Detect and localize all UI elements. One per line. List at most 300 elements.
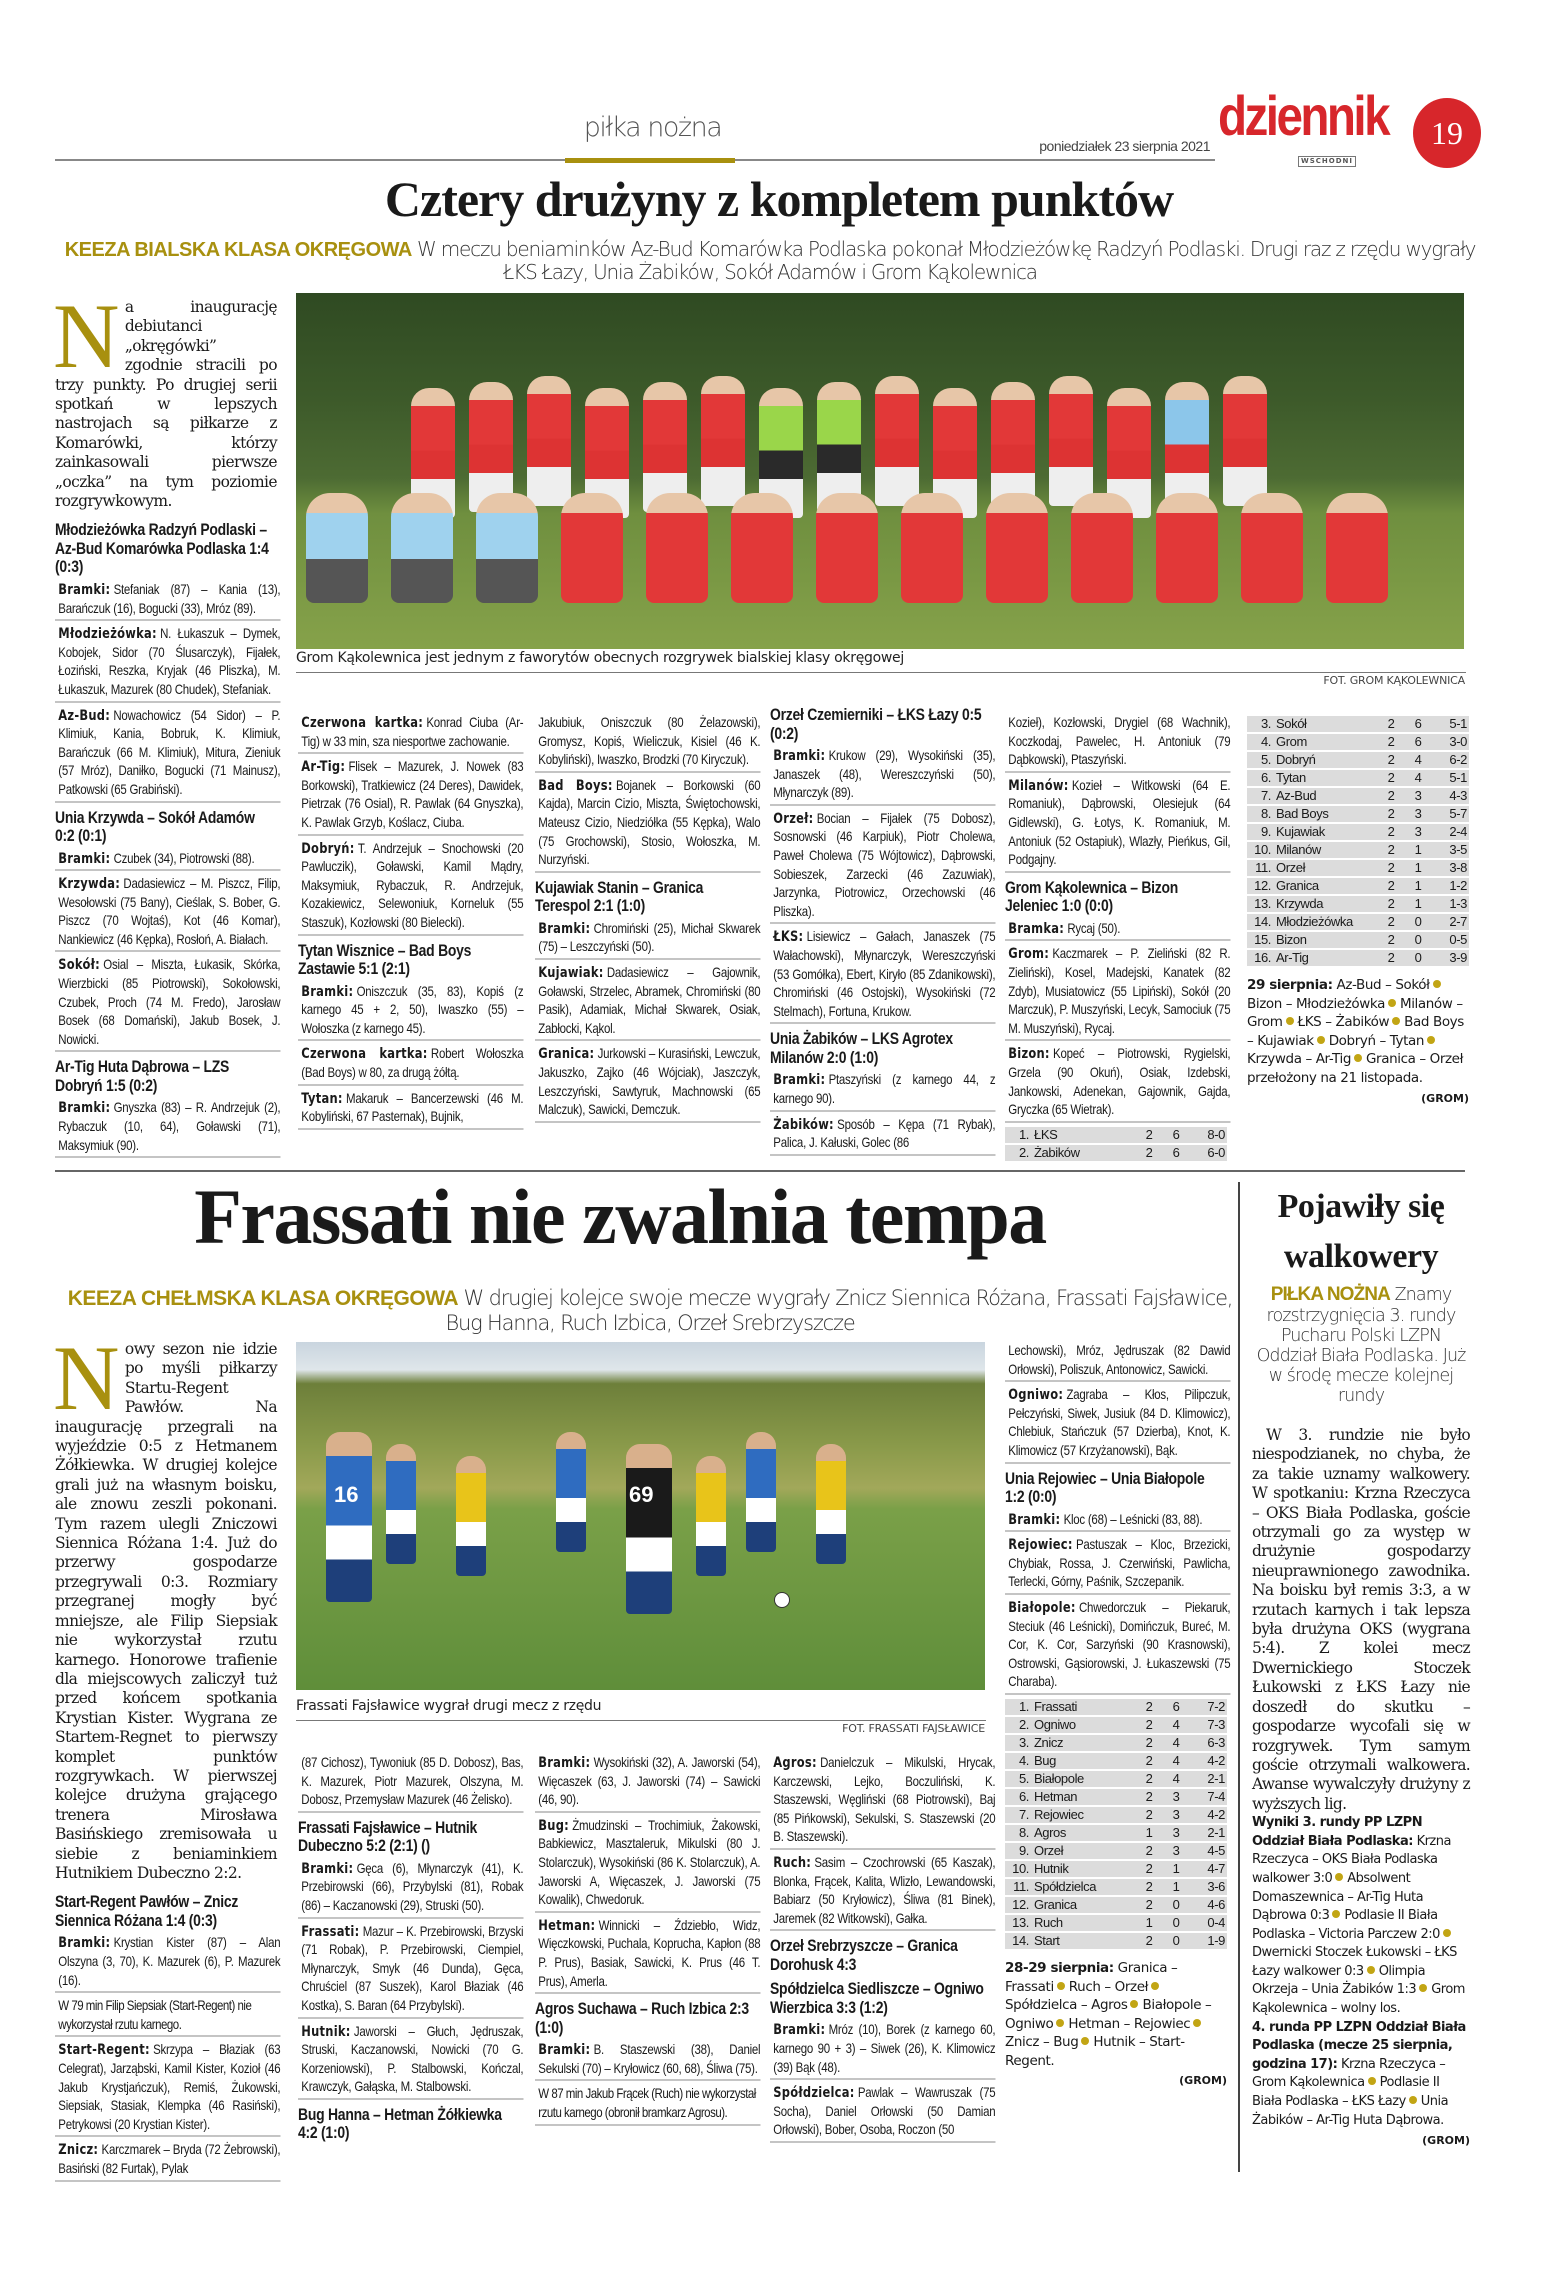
standing-goals: 6-2 bbox=[1449, 752, 1467, 767]
fixture-item: Podlasie II Biała Podlaska – Victoria Parczew 2:0 bbox=[1252, 1908, 1440, 1942]
player-figure bbox=[1223, 376, 1267, 506]
photo-credit: FOT. FRASSATI FAJSŁAWICE bbox=[842, 1722, 985, 1735]
match-lineup bbox=[535, 1815, 760, 1913]
fixture-list bbox=[1252, 2019, 1470, 2131]
standings-row bbox=[1247, 860, 1469, 876]
standings-row bbox=[1005, 1717, 1227, 1733]
match-lineup bbox=[535, 1043, 760, 1122]
standing-team: Agros bbox=[1034, 1824, 1066, 1840]
player-figure bbox=[696, 1456, 726, 1576]
article-title: Frassati nie zwalnia tempa bbox=[194, 1173, 1046, 1260]
drop-cap: N bbox=[53, 1327, 119, 1429]
standing-played: 2 bbox=[1145, 1788, 1153, 1804]
standing-team: Granica bbox=[1034, 1896, 1077, 1912]
standing-played: 2 bbox=[1145, 1896, 1153, 1912]
standing-position: 1. bbox=[1018, 1698, 1029, 1714]
lineup-label: ŁKS: bbox=[773, 929, 804, 946]
standing-position: 3. bbox=[1260, 716, 1271, 731]
standing-team: Az-Bud bbox=[1276, 788, 1317, 803]
sidebar-kicker: PIŁKA NOŻNA bbox=[1270, 1284, 1390, 1305]
standing-points: 1 bbox=[1172, 1860, 1180, 1876]
standing-position: 13. bbox=[1254, 896, 1271, 911]
standing-position: 15. bbox=[1254, 932, 1271, 947]
article-kicker: KEEZA CHEŁMSKA KLASA OKRĘGOWA bbox=[67, 1287, 459, 1310]
standing-position: 11. bbox=[1013, 1878, 1029, 1894]
bullet-dot-icon bbox=[1081, 2037, 1089, 2045]
match-lineup bbox=[1005, 1384, 1230, 1463]
lineup-label: Spółdzielca: bbox=[773, 2085, 855, 2102]
standings-row bbox=[1005, 1735, 1227, 1751]
lineup-text: (87 Cichosz), Tywoniuk (85 D. Dobosz), Bas, K. Mazurek, Piotr Mazurek, Olszyna, M. Dobosz, Przemysław Mazurek (46 Żelisko). bbox=[301, 1754, 524, 1808]
lineup-label: Bramki: bbox=[538, 920, 591, 937]
lineup-label: Bramki: bbox=[301, 1860, 354, 1877]
standing-goals: 4-5 bbox=[1207, 1842, 1225, 1858]
player-figure bbox=[731, 493, 793, 603]
standing-goals: 1-9 bbox=[1207, 1932, 1225, 1948]
match-lineup bbox=[770, 1852, 995, 1931]
lineup-label: Czerwona kartka: bbox=[301, 715, 424, 731]
standing-team: Orzeł bbox=[1276, 860, 1306, 875]
standings-row bbox=[1005, 1933, 1227, 1949]
standing-goals: 3-9 bbox=[1449, 950, 1467, 965]
standing-position: 10. bbox=[1254, 842, 1271, 857]
standing-position: 7. bbox=[1260, 788, 1271, 803]
lineup-label: Sokół: bbox=[58, 957, 100, 974]
standing-position: 16. bbox=[1254, 950, 1271, 965]
bullet-dot-icon bbox=[1419, 1984, 1427, 1992]
standings-row bbox=[1247, 878, 1469, 894]
standing-points: 3 bbox=[1414, 824, 1422, 839]
standing-position: 13. bbox=[1012, 1914, 1029, 1930]
sidebar-results bbox=[1252, 1814, 1470, 2147]
lineup-text: Dadasiewicz – M. Piszcz, Filip, Wesołowski (75 Bany), Cieślak, S. Bober, G. Piszcz (70 Wojtaś), Kot (46 Komar), Nankiewicz (46 Kępka), Rosłoń, A. Białach. bbox=[58, 875, 281, 947]
article-column bbox=[53, 1327, 281, 2184]
match-lineup bbox=[770, 745, 995, 806]
player-figure bbox=[1241, 493, 1303, 603]
lineup-text: Flisek – Mazurek, J. Nowek (83 Borkowski), Tratkiewicz (24 Deres), Dawidek, Pietrzak (76 Osial), R. Pawlak (64 Gnyszka), K. Pawlak Grzyb, Koślacz, Ciuba. bbox=[301, 758, 524, 830]
player-figure bbox=[816, 1444, 846, 1564]
standing-points: 6 bbox=[1172, 1698, 1180, 1714]
lineup-label: Start-Regent: bbox=[58, 2042, 150, 2059]
fixture-item: Dwernicki Stoczek Łukowski – ŁKS Łazy walkower 0:3 bbox=[1252, 1945, 1457, 1979]
lineup-label: Hutnik: bbox=[301, 2023, 351, 2040]
match-lineup bbox=[55, 705, 280, 803]
lineup-label: Żabików: bbox=[773, 1116, 834, 1133]
bullet-dot-icon bbox=[1427, 1036, 1435, 1044]
player-figure bbox=[1326, 493, 1388, 603]
lead-paragraph bbox=[53, 1327, 277, 1883]
player-figure bbox=[556, 1432, 586, 1552]
standings-table bbox=[1005, 1127, 1227, 1161]
player-figure bbox=[1071, 493, 1133, 603]
match-lineup bbox=[298, 2021, 523, 2100]
standing-team: Bug bbox=[1034, 1752, 1056, 1768]
standing-team: Krzywda bbox=[1276, 896, 1324, 911]
lineup-text: Lechowski), Mróz, Jędruszak (82 Dawid Orłowski), Poliszuk, Antonowicz, Sawicki. bbox=[1008, 1342, 1231, 1377]
standing-goals: 2-1 bbox=[1207, 1770, 1225, 1786]
lineup-label: Tytan: bbox=[301, 1090, 343, 1107]
player-figure bbox=[626, 1444, 672, 1614]
lineup-label: Bramki: bbox=[538, 2042, 591, 2059]
standings-row bbox=[1247, 788, 1469, 804]
standing-played: 2 bbox=[1145, 1752, 1153, 1768]
match-heading: Agros Suchawa – Ruch Izbica 2:3 (1:0) bbox=[535, 1999, 749, 2037]
newspaper-logo bbox=[1218, 84, 1403, 168]
bullet-dot-icon bbox=[1130, 2000, 1138, 2008]
standing-goals: 5-7 bbox=[1449, 806, 1467, 821]
lineup-text: N. Łukaszuk – Dymek, Kobojek, Sidor (70 Ślusarczyk), Fijałek, Łoziński, Reszka, Kryjak (46 Pliszka), M. Łukaszuk, Mazurek (80 Chudek), Stefaniak. bbox=[58, 625, 281, 697]
lineup-label: Hetman: bbox=[538, 1917, 596, 1934]
author-signature: (GROM) bbox=[1421, 1091, 1469, 1105]
standing-team: Sokół bbox=[1276, 716, 1307, 731]
match-lineup bbox=[55, 1932, 280, 1993]
match-lineup bbox=[1005, 775, 1230, 873]
bullet-dot-icon bbox=[1354, 1054, 1362, 1062]
article-column bbox=[535, 712, 761, 1125]
standing-team: Kujawiak bbox=[1276, 824, 1325, 839]
lineup-text: Sposób – Kępa (71 Rybak), Palica, J. Kałuski, Golec (86 bbox=[773, 1115, 996, 1151]
match-heading: Unia Krzywda – Sokół Adamów 0:2 (0:1) bbox=[55, 807, 255, 845]
standing-position: 4. bbox=[1260, 734, 1271, 749]
lineup-text: B. Staszewski (38), Daniel Sekulski (70) – Kryłowicz (60, 68), Śliwa (75). bbox=[538, 2041, 761, 2076]
match-heading: Bug Hanna – Hetman Żółkiewka 4:2 (1:0) bbox=[298, 2104, 502, 2143]
lineup-text: Danielczuk – Mikulski, Hrycak, Karczewski, Lejko, Boczuliński, K. Staszewski, Węgliński (68 Piotrowski), Baj (85 Pińkowski), Sekulski, S. Staszewski (20 B. Staszewski). bbox=[773, 1754, 996, 1845]
lineup-label: Młodzieżówka: bbox=[58, 626, 157, 643]
fixture-item: Spółdzielca – Agros bbox=[1005, 1997, 1128, 2014]
match-lineup bbox=[535, 2039, 760, 2081]
standings-row bbox=[1005, 1879, 1227, 1895]
lineup-label: Bramki: bbox=[301, 983, 354, 1000]
article-column bbox=[298, 1752, 524, 2145]
lineup-text: Konrad Ciuba (Ar-Tig) w 33 min, sza niesportwe zachowanie. bbox=[301, 714, 524, 749]
lineup-text: Ptaszyński (z karnego 44, z karnego 90). bbox=[773, 1071, 996, 1106]
standing-points: 4 bbox=[1172, 1752, 1180, 1768]
standing-points: 0 bbox=[1172, 1896, 1180, 1912]
article-deck bbox=[60, 238, 1480, 283]
standings-row bbox=[1005, 1127, 1227, 1143]
standing-points: 3 bbox=[1414, 788, 1422, 803]
match-lineup bbox=[298, 1043, 523, 1085]
match-lineup bbox=[298, 1088, 523, 1130]
fixture-item: Krzna Rzeczyca – OKS Biała Podlaska walkower 3:0 bbox=[1252, 1833, 1451, 1886]
standing-played: 2 bbox=[1145, 1698, 1153, 1714]
standing-goals: 5-1 bbox=[1449, 770, 1467, 785]
standing-played: 2 bbox=[1387, 950, 1395, 965]
article-column bbox=[535, 1752, 761, 2128]
lineup-label: Bramka: bbox=[1008, 920, 1065, 937]
standing-points: 3 bbox=[1172, 1824, 1180, 1840]
fixture-item: Białopole – Ogniwo bbox=[1005, 1997, 1212, 2032]
match-heading: Orzeł Czemierniki – ŁKS Łazy 0:5 (0:2) bbox=[770, 705, 982, 743]
standing-goals: 0-4 bbox=[1207, 1914, 1225, 1930]
player-figure bbox=[986, 493, 1048, 603]
jersey-number: 69 bbox=[629, 1482, 654, 1507]
lineup-text: Kozieł – Witkowski (64 E. Romaniuk), Dąbrowski, Olesiejuk (64 Gidlewski), G. Łotys, K. Romaniuk, M. Antoniuk (52 Ostapiuk), Wlazły, Pieńkus, Gil, Podgajny. bbox=[1008, 776, 1231, 868]
jersey-number: 16 bbox=[334, 1482, 359, 1507]
standings-table bbox=[1005, 1699, 1227, 1949]
fixture-item: Bad Boys – Kujawiak bbox=[1247, 1014, 1464, 1049]
standings-row bbox=[1247, 734, 1469, 750]
player-figure bbox=[746, 1432, 776, 1552]
standing-position: 6. bbox=[1260, 770, 1271, 785]
lineup-text: Karczmarek – Bryda (72 Żebrowski), Basiński (82 Furtak), Pylak bbox=[58, 2141, 281, 2176]
match-lineup bbox=[55, 579, 280, 621]
standing-team: Hutnik bbox=[1034, 1860, 1069, 1876]
match-lineup bbox=[770, 1114, 995, 1156]
ball-icon bbox=[774, 1592, 790, 1608]
standings-row bbox=[1005, 1753, 1227, 1769]
lineup-text: Lisiewicz – Gałach, Janaszek (75 Wałachowski), Młynarczyk, Wereszczyński (53 Gomółka), Ebert, Kiryło (85 Zdanikowski), Chromiński (46 Ostojski), Wysokiński (72 Stelmach), Fortuna, Krukow. bbox=[773, 928, 996, 1019]
article-title: Cztery drużyny z kompletem punktów bbox=[384, 171, 1174, 227]
match-lineup bbox=[770, 926, 995, 1024]
article-column bbox=[1005, 1340, 1231, 2088]
lineup-label: Ogniwo: bbox=[1008, 1387, 1064, 1404]
standing-played: 2 bbox=[1387, 788, 1395, 803]
standing-goals: 8-0 bbox=[1207, 1126, 1225, 1142]
article-deck bbox=[60, 1286, 1240, 1335]
standing-team: Bad Boys bbox=[1276, 806, 1329, 821]
standing-position: 12. bbox=[1254, 878, 1271, 893]
match-lineup bbox=[298, 1858, 523, 1919]
fixture-item: Az-Bud – Sokół bbox=[1336, 977, 1430, 993]
standing-goals: 4-3 bbox=[1449, 788, 1467, 803]
lineup-text: Chwedorczuk – Piekaruk, Steciuk (46 Leśnicki), Domińczuk, Bureć, M. Cor, K. Cor, Sarzyński (90 Krasnowski), Ostrowski, Gąsiorowski, J. Łukaszewski (75 Charaba). bbox=[1008, 1598, 1231, 1690]
lineup-text: Jurkowski – Kurasiński, Lewczuk, Jakuszko, Zajko (46 Wójciak), Jaszczyk, Leszczyński, Sawtyruk, Machnowski (65 Malczuk), Sawicki, Demczuk. bbox=[538, 1045, 761, 1118]
lineup-text: T. Andrzejuk – Snochowski (20 Pawluczik), Goławski, Kamil Mądry, Maksymiuk, Rybaczuk, R. Andrzejuk, Kozakiewicz, Selewoniuk, Korneluk (55 Staszuk), Kozłowski (80 Bielecki). bbox=[301, 839, 524, 930]
article-column bbox=[298, 712, 524, 1132]
standing-team: ŁKS bbox=[1034, 1126, 1058, 1142]
standing-goals: 4-2 bbox=[1207, 1806, 1225, 1822]
standing-played: 2 bbox=[1145, 1932, 1153, 1948]
match-heading: Grom Kąkolewnica – Bizon Jeleniec 1:0 (0:0) bbox=[1005, 877, 1179, 916]
lineup-text: Sasim – Czochrowski (65 Kaszak), Blonka, Frącek, Kalita, Wlizło, Lewandowski, Babiarz (50 Kryłowicz), Śliwa (81 Binek), Jaremek (82 Witkowski), Gałka. bbox=[773, 1853, 996, 1926]
section-underline bbox=[565, 158, 735, 163]
lineup-text: Bocian – Fijałek (75 Dobosz), Sosnowski (46 Karpiuk), Piotr Cholewa, Paweł Cholewa (75 Wójtowicz), Dąbrowski, Sobieszek, Zarzecki (46 Zazuwiak), Jarzynka, Piotrowicz, Orzechowski (46 Pliszka). bbox=[773, 809, 996, 919]
lineup-text: Krukow (29), Wysokiński (35), Janaszek (48), Wereszczyński (50), Młynarczyk (89). bbox=[773, 747, 996, 801]
lineup-text: Makaruk – Bancerzewski (46 M. Kobyliński, 67 Pasternak), Bujnik, bbox=[301, 1089, 524, 1125]
match-heading: Unia Rejowiec – Unia Białopole 1:2 (0:0) bbox=[1005, 1468, 1205, 1507]
bullet-dot-icon bbox=[1335, 1873, 1343, 1881]
match-lineup bbox=[55, 848, 280, 872]
match-lineup bbox=[298, 838, 523, 936]
standing-position: 8. bbox=[1018, 1824, 1029, 1840]
standing-played: 2 bbox=[1145, 1806, 1153, 1822]
page-number-badge: 19 bbox=[1413, 98, 1481, 168]
match-lineup bbox=[1005, 943, 1230, 1041]
lineup-text: Winnicki – Ździebło, Widz, Więczkowski, Puchala, Koprucha, Kapłon (88 P. Prus), Basiak, Sawicki, K. Prus (46 T. Prus), Amerla. bbox=[538, 1916, 761, 1989]
standing-played: 2 bbox=[1387, 896, 1395, 911]
standing-points: 3 bbox=[1172, 1788, 1180, 1804]
standing-team: Ruch bbox=[1034, 1914, 1063, 1930]
standing-points: 0 bbox=[1414, 914, 1422, 929]
fixture-item: Krzywda – Ar-Tig bbox=[1247, 1051, 1351, 1068]
lineup-text: Robert Wołoszka (Bad Boys) w 80, za drugą żółtą. bbox=[301, 1045, 524, 1080]
lead-text: a inaugurację debiutanci „okręgówki” zgodnie stracili po trzy punkty. Po drugiej serii spotkań w lepszych nastrojach są piłkarze z Komarówki, którzy zainkasowali pierwsze „oczka” na tym poziomie rozgrywkowym. bbox=[55, 298, 277, 511]
sidebar-deck-text: Znamy rozstrzygnięcia 3. rundy Pucharu Polski LZPN Oddział Biała Podlaska. Już w środę mecze kolejnej rundy bbox=[1256, 1285, 1466, 1406]
bullet-dot-icon bbox=[1286, 1017, 1294, 1025]
standings-row bbox=[1247, 914, 1469, 930]
standing-team: Bizon bbox=[1276, 932, 1307, 947]
standing-played: 2 bbox=[1387, 842, 1395, 857]
fixture-list-label: 4. runda PP LZPN Oddział Biała Podlaska (mecze 25 sierpnia, godzina 17): bbox=[1252, 2019, 1466, 2072]
match-lineup bbox=[1005, 918, 1230, 942]
bullet-dot-icon bbox=[1057, 1982, 1065, 1990]
sidebar-title-line: Pojawiły się bbox=[1277, 1188, 1445, 1225]
match-lineup bbox=[1005, 1509, 1230, 1533]
lineup-label: Bizon: bbox=[1008, 1046, 1050, 1063]
standing-played: 2 bbox=[1387, 932, 1395, 947]
standing-position: 12. bbox=[1012, 1896, 1029, 1912]
standing-played: 2 bbox=[1387, 806, 1395, 821]
lineup-text: Jakubiuk, Oniszczuk (80 Żelazowski), Gromysz, Kopiś, Wieliczuk, Kisiel (46 K. Kobyliński), Iwaszko, Brodzki (70 Kiryczuk). bbox=[538, 714, 761, 768]
match-heading: Start-Regent Pawłów – Znicz Siennica Różana 1:4 (0:3) bbox=[55, 1892, 239, 1930]
standing-goals: 2-1 bbox=[1207, 1824, 1225, 1840]
match-lineup bbox=[298, 712, 523, 754]
bullet-dot-icon bbox=[1367, 1966, 1375, 1974]
standing-points: 0 bbox=[1172, 1932, 1180, 1948]
lineup-label: Bramki: bbox=[58, 581, 111, 598]
standing-points: 1 bbox=[1414, 842, 1422, 857]
fixture-item: Granica – Frassati bbox=[1005, 1959, 1178, 1995]
bullet-dot-icon bbox=[1443, 1929, 1451, 1937]
standing-goals: 7-3 bbox=[1207, 1716, 1225, 1732]
standing-played: 1 bbox=[1145, 1914, 1153, 1930]
player-figure bbox=[456, 1456, 486, 1576]
standing-goals: 3-0 bbox=[1449, 734, 1467, 749]
standing-played: 2 bbox=[1145, 1878, 1153, 1894]
match-lineup bbox=[55, 873, 280, 952]
fixture-item: Ruch – Orzeł bbox=[1068, 1978, 1149, 1995]
standing-team: Ogniwo bbox=[1034, 1716, 1076, 1732]
standing-position: 8. bbox=[1260, 806, 1271, 821]
standings-row bbox=[1247, 896, 1469, 912]
lineup-text: Czubek (34), Piotrowski (88). bbox=[113, 849, 255, 866]
sidebar-divider bbox=[1238, 1182, 1240, 2172]
logo-subtitle: WSCHODNI bbox=[1298, 156, 1356, 167]
lineup-label: Bramki: bbox=[538, 1755, 591, 1771]
standing-points: 6 bbox=[1172, 1126, 1180, 1142]
match-lineup bbox=[55, 2139, 280, 2181]
lineup-label: Rejowiec: bbox=[1008, 1537, 1073, 1554]
standings-row bbox=[1247, 824, 1469, 840]
lineup-label: Bramki: bbox=[1008, 1511, 1061, 1528]
lineup-text: Pastuszak – Kloc, Brzezicki, Chybiak, Rossa, J. Czerwiński, Pawlicha, Terlecki, Górny, Paśnik, Szczepanik. bbox=[1008, 1536, 1231, 1590]
standing-team: Żabików bbox=[1034, 1144, 1080, 1160]
lineup-text: Kaczmarek – P. Zieliński (82 R. Zieliński), Kosel, Madejski, Kanatek (82 Zdyb), Musiatowicz (55 Lipiński), Sokół (20 Marczuk), P. Muszyński, Lecyk, Samociuk (75 M. Muszyński), Rycaj. bbox=[1008, 945, 1231, 1036]
standings-row bbox=[1005, 1825, 1227, 1841]
standing-position: 5. bbox=[1018, 1770, 1029, 1786]
lineup-text: Chromiński (25), Michał Skwarek (75) – Leszczyński (50). bbox=[538, 919, 761, 955]
standing-played: 2 bbox=[1387, 860, 1395, 875]
lineup-text: Pawlak – Wawruszak (75 Socha), Daniel Orłowski (50 Damian Orłowski), Bober, Osoba, Roczon (50 bbox=[773, 2084, 996, 2138]
standings-row bbox=[1005, 1145, 1227, 1161]
lineup-label: Bramki: bbox=[58, 1100, 111, 1117]
fixture-item: Grom Kąkolewnica – wolny los. bbox=[1252, 1982, 1465, 2017]
photo-caption: Frassati Fajsławice wygrał drugi mecz z rzędu bbox=[296, 1698, 602, 1714]
standing-goals: 3-5 bbox=[1449, 842, 1467, 857]
standing-points: 0 bbox=[1414, 950, 1422, 965]
lineup-text: Gnyszka (83) – R. Andrzejuk (2), Rybaczuk (10, 64), Goławski (71), Maksymiuk (90). bbox=[58, 1099, 281, 1153]
player-figure bbox=[901, 493, 963, 603]
match-lineup bbox=[298, 1921, 523, 2019]
lineup-label: Bramki: bbox=[773, 748, 826, 764]
standing-played: 2 bbox=[1145, 1860, 1153, 1876]
match-note: W 79 min Filip Siepsiak (Start-Regent) nie wykorzystał rzutu karnego. bbox=[55, 1995, 280, 2037]
article-kicker: KEEZA BIALSKA KLASA OKRĘGOWA bbox=[64, 239, 412, 261]
author-signature: (GROM) bbox=[1422, 2134, 1470, 2148]
fixture-item: Milanów – Grom bbox=[1247, 995, 1463, 1031]
match-lineup bbox=[1005, 712, 1230, 773]
standing-points: 6 bbox=[1414, 734, 1422, 749]
standing-team: Znicz bbox=[1034, 1734, 1064, 1750]
lineup-text: Gęca (6), Młynarczyk (41), K. Przebirowski (66), Przybylski (81), Robak (86) – Kaczanowski (29), Struski (50). bbox=[301, 1859, 524, 1913]
lineup-label: Znicz: bbox=[58, 2142, 99, 2159]
fixture-list-label: 28-29 sierpnia: bbox=[1005, 1959, 1114, 1976]
standing-goals: 4-6 bbox=[1207, 1896, 1225, 1912]
match-lineup bbox=[770, 1752, 995, 1850]
standings-row bbox=[1247, 716, 1469, 732]
lineup-label: Bramki: bbox=[58, 1935, 111, 1952]
standing-points: 1 bbox=[1414, 860, 1422, 875]
lineup-text: Stefaniak (87) – Kania (13), Barańczuk (16), Bogucki (33), Mróz (89). bbox=[58, 580, 281, 616]
match-heading: Spółdzielca Siedliszcze – Ogniwo Wierzbica 3:3 (1:2) bbox=[770, 1979, 984, 2017]
standings-row bbox=[1247, 932, 1469, 948]
lineup-label: Bug: bbox=[538, 1817, 570, 1834]
lineup-label: Grom: bbox=[1008, 946, 1050, 963]
standing-points: 3 bbox=[1172, 1806, 1180, 1822]
lineup-label: Az-Bud: bbox=[58, 707, 111, 724]
standing-points: 1 bbox=[1172, 1878, 1180, 1894]
match-lineup bbox=[55, 2039, 280, 2137]
standing-points: 4 bbox=[1172, 1770, 1180, 1786]
player-figure bbox=[306, 493, 368, 603]
standing-goals: 5-1 bbox=[1449, 716, 1467, 731]
match-lineup bbox=[298, 981, 523, 1042]
standing-goals: 2-4 bbox=[1449, 824, 1467, 839]
lineup-label: Bramki: bbox=[773, 1072, 826, 1089]
standing-position: 9. bbox=[1260, 824, 1271, 839]
lineup-text: Kopeć – Piotrowski, Rygielski, Grzela (90 Okuń), Osiak, Izdebski, Jankowski, Adenekan, Gajownik, Gajda, Gryczka (65 Wietrak). bbox=[1008, 1045, 1231, 1118]
standing-points: 1 bbox=[1414, 896, 1422, 911]
author-signature: (GROM) bbox=[1179, 2074, 1227, 2088]
match-lineup bbox=[535, 918, 760, 960]
standing-team: Start bbox=[1034, 1932, 1060, 1948]
lead-paragraph bbox=[53, 285, 277, 511]
standings-row bbox=[1005, 1807, 1227, 1823]
standings-row bbox=[1247, 806, 1469, 822]
bullet-dot-icon bbox=[1388, 999, 1396, 1007]
standing-team: Orzeł bbox=[1034, 1842, 1064, 1858]
standings-row bbox=[1005, 1789, 1227, 1805]
standing-goals: 2-7 bbox=[1449, 914, 1467, 929]
sidebar-body: W 3. rundzie nie było niespodzianek, no chyba, że za takie uznamy walkowery. W spotkaniu: Krzna Rzeczyca – OKS Biała Podlaska, goście otrzymali go za występ w drużynie gospodarzy nieuprawnionego zawodnika. Na boisku był remis 3:3, a w rzutach karnych i tak lepsza była drużyna OKS (wygrana 5:4). Z kolei mecz Dwernickiego Stoczek Łukowski z ŁKS Łazy nie doszedł do skutku – gospodarze wycofali się w rozgrywek. Tym samym goście otrzymali walkowera. Awanse wywalczyły drużyny z wyższych lig. bbox=[1252, 1426, 1470, 1813]
player-figure bbox=[1156, 493, 1218, 603]
lineup-text: Osial – Miszta, Łukasik, Skórka, Wierzbicki (85 Piotrowski), Sokołowski, Czubek, Proch (74 M. Fredo), Jarosław Bosek (68 Domański), Jakub Bosek, J. Nowicki. bbox=[58, 956, 281, 1047]
standing-team: Dobryń bbox=[1276, 752, 1316, 767]
standings-row bbox=[1247, 770, 1469, 786]
bullet-dot-icon bbox=[1332, 1910, 1340, 1918]
article-column bbox=[53, 285, 281, 1160]
lineup-text: Żmudzinski – Trochimiuk, Żakowski, Babkiewicz, Masztaleruk, Mikulski (80 J. Stolarczuk), Wysokiński (86 K. Stolarczuk), A. Jaworski A, Więcaszek, J. Jaworski (75 Kowalik), Chwedoruk. bbox=[538, 1816, 761, 1908]
standing-position: 2. bbox=[1018, 1716, 1029, 1732]
standing-played: 2 bbox=[1387, 716, 1395, 731]
issue-date: poniedziałek 23 sierpnia 2021 bbox=[1039, 138, 1210, 154]
player-figure bbox=[1049, 376, 1093, 506]
player-figure bbox=[476, 493, 538, 603]
fixture-item: Absolwent Domaszewnica – Ar-Tig Huta Dąbrowa 0:3 bbox=[1252, 1870, 1424, 1924]
bullet-dot-icon bbox=[1392, 1017, 1400, 1025]
standing-team: Ar-Tig bbox=[1276, 950, 1309, 965]
